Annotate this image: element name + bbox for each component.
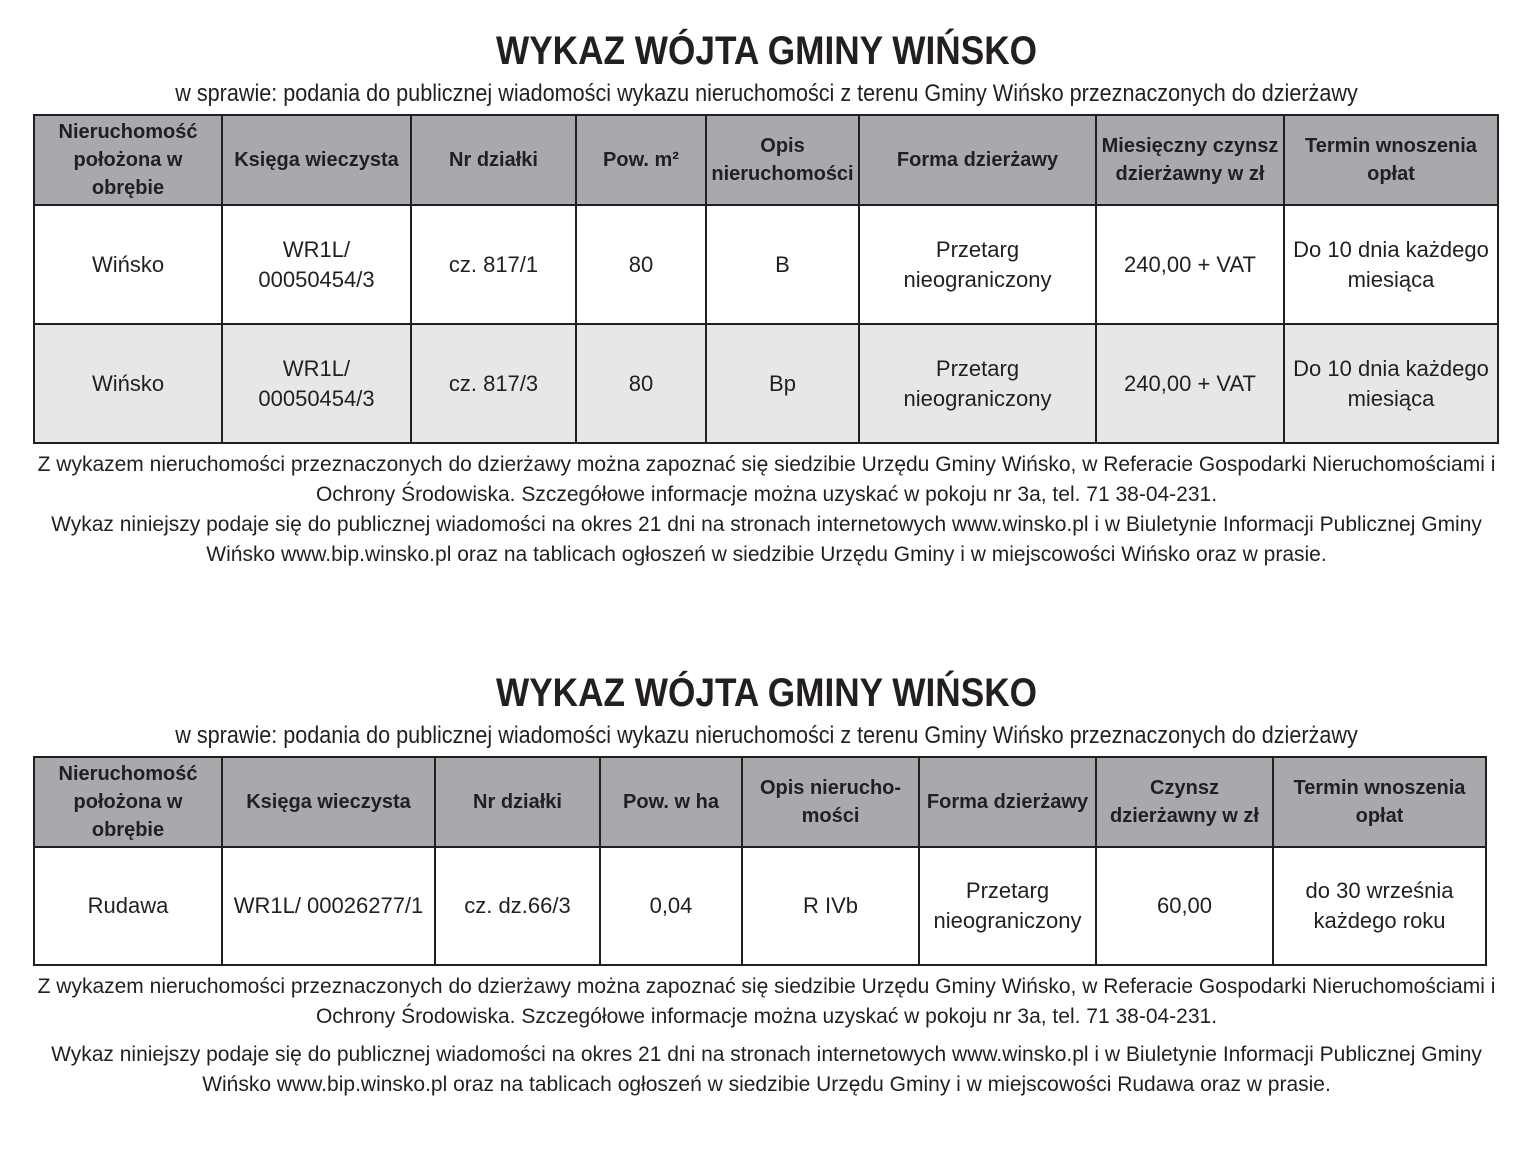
cell-lease-form: Przetarg nieograniczony: [859, 324, 1096, 443]
cell-rent: 240,00 + VAT: [1096, 324, 1284, 443]
cell-plot-number: cz. 817/3: [411, 324, 576, 443]
notice-subtitle: w sprawie: podania do publicznej wiadomości wykazu nieruchomości z terenu Gminy Wińsko przeznaczonych do dzierżawy: [175, 80, 1358, 107]
header-plot-number: Nr działki: [411, 115, 576, 205]
cell-rent: 240,00 + VAT: [1096, 205, 1284, 324]
cell-location: Wińsko: [34, 205, 222, 324]
header-lease-form: Forma dzierżawy: [859, 115, 1096, 205]
header-description: Opis nierucho- mości: [742, 757, 919, 847]
table-row: [34, 847, 1486, 965]
cell-description: R IVb: [742, 847, 919, 965]
notice-footer: [20, 450, 1513, 570]
notice-1: [0, 28, 1533, 570]
header-rent: Miesięczny czynsz dzierżawny w zł: [1096, 115, 1284, 205]
table-row: [34, 324, 1498, 443]
notice-title: WYKAZ WÓJTA GMINY WIŃSKO: [495, 29, 1038, 73]
cell-lease-form: Przetarg nieograniczony: [919, 847, 1096, 965]
header-location: Nieruchomość położona w obrębie: [34, 757, 222, 847]
cell-land-register: WR1L/ 00050454/3: [222, 324, 411, 443]
footer-info-paragraph: Z wykazem nieruchomości przeznaczonych do dzierżawy można zapoznać się siedzibie Urzędu Gminy Wińsko, w Referacie Gospodarki Nieruchomościami i Ochrony Środowiska. Szczegółowe informacje można uzyskać w pokoju nr 3a, tel. 71 38-04-231.: [37, 453, 1496, 506]
header-description: Opis nieruchomości: [706, 115, 859, 205]
cell-area: 0,04: [600, 847, 742, 965]
property-table: [33, 114, 1499, 444]
cell-payment-deadline: Do 10 dnia każdego miesiąca: [1284, 324, 1498, 443]
footer-info-paragraph: Z wykazem nieruchomości przeznaczonych do dzierżawy można zapoznać się siedzibie Urzędu Gminy Wińsko, w Referacie Gospodarki Nieruchomościami i Ochrony Środowiska. Szczegółowe informacje można uzyskać w pokoju nr 3a, tel. 71 38-04-231.: [37, 975, 1496, 1028]
cell-plot-number: cz. 817/1: [411, 205, 576, 324]
table-header-row: [34, 757, 1486, 847]
footer-publication-paragraph: Wykaz niniejszy podaje się do publicznej wiadomości na okres 21 dni na stronach internetowych www.winsko.pl i w Biuletynie Informacji Publicznej Gminy Wińsko www.bip.winsko.pl oraz na tablicach ogłoszeń w siedzibie Urzędu Gminy i w miejscowości Rudawa oraz w prasie.: [51, 1043, 1482, 1096]
cell-area: 80: [576, 324, 706, 443]
header-area: Pow. m²: [576, 115, 706, 205]
notice-2: [0, 670, 1533, 1100]
header-payment-deadline: Termin wnoszenia opłat: [1284, 115, 1498, 205]
property-table: [33, 756, 1487, 966]
cell-location: Rudawa: [34, 847, 222, 965]
cell-rent: 60,00: [1096, 847, 1273, 965]
notice-title: WYKAZ WÓJTA GMINY WIŃSKO: [495, 671, 1038, 715]
cell-description: Bp: [706, 324, 859, 443]
header-plot-number: Nr działki: [435, 757, 600, 847]
cell-plot-number: cz. dz.66/3: [435, 847, 600, 965]
notice-footer: [20, 972, 1513, 1100]
header-land-register: Księga wieczysta: [222, 757, 435, 847]
cell-payment-deadline: Do 10 dnia każdego miesiąca: [1284, 205, 1498, 324]
table-header-row: [34, 115, 1498, 205]
cell-area: 80: [576, 205, 706, 324]
cell-location: Wińsko: [34, 324, 222, 443]
cell-land-register: WR1L/ 00026277/1: [222, 847, 435, 965]
notice-subtitle: w sprawie: podania do publicznej wiadomości wykazu nieruchomości z terenu Gminy Wińsko przeznaczonych do dzierżawy: [175, 722, 1358, 749]
footer-publication-paragraph: Wykaz niniejszy podaje się do publicznej wiadomości na okres 21 dni na stronach internetowych www.winsko.pl i w Biuletynie Informacji Publicznej Gminy Wińsko www.bip.winsko.pl oraz na tablicach ogłoszeń w siedzibie Urzędu Gminy i w miejscowości Wińsko oraz w prasie.: [51, 513, 1482, 566]
header-lease-form: Forma dzierżawy: [919, 757, 1096, 847]
header-location: Nieruchomość położona w obrębie: [34, 115, 222, 205]
cell-lease-form: Przetarg nieograniczony: [859, 205, 1096, 324]
cell-description: B: [706, 205, 859, 324]
cell-land-register: WR1L/ 00050454/3: [222, 205, 411, 324]
cell-payment-deadline: do 30 września każdego roku: [1273, 847, 1486, 965]
header-land-register: Księga wieczysta: [222, 115, 411, 205]
table-row: [34, 205, 1498, 324]
header-payment-deadline: Termin wnoszenia opłat: [1273, 757, 1486, 847]
header-area: Pow. w ha: [600, 757, 742, 847]
header-rent: Czynsz dzierżawny w zł: [1096, 757, 1273, 847]
